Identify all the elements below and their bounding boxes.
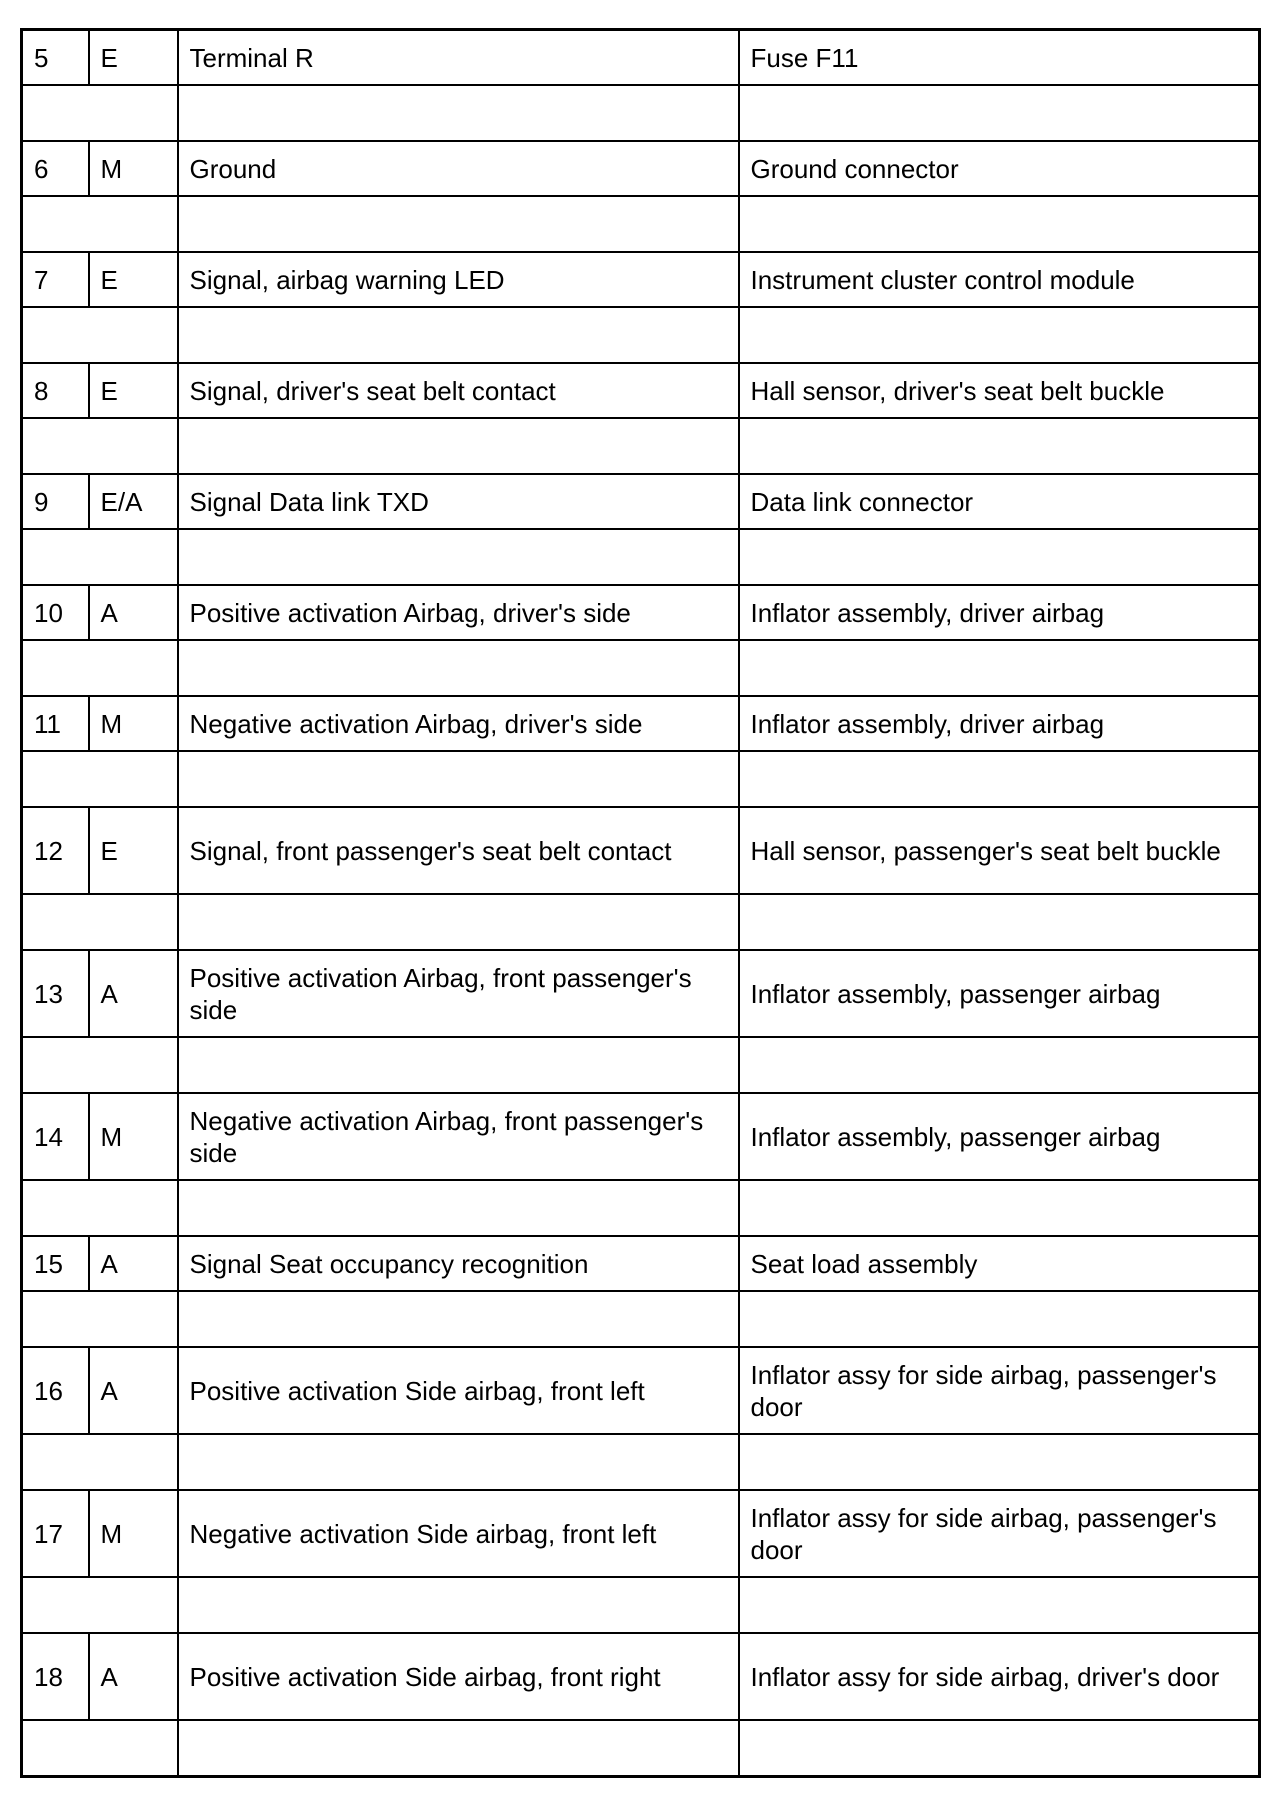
pin-number-cell: 12 [22, 807, 89, 894]
function-cell: Positive activation Airbag, driver's side [178, 585, 739, 640]
signal-type-cell: A [89, 950, 178, 1037]
pin-number-cell: 5 [22, 30, 89, 86]
function-cell: Positive activation Side airbag, front right [178, 1633, 739, 1720]
table-row [22, 1633, 1260, 1720]
spacer-cell [178, 640, 739, 696]
spacer-row [22, 196, 1260, 252]
pin-assignment-table [20, 28, 1261, 1778]
spacer-cell [22, 751, 178, 807]
spacer-cell [178, 1577, 739, 1633]
spacer-cell [178, 1291, 739, 1347]
pin-number-cell: 14 [22, 1093, 89, 1180]
spacer-cell [739, 751, 1260, 807]
spacer-cell [178, 894, 739, 950]
function-cell: Signal Seat occupancy recognition [178, 1236, 739, 1291]
function-cell: Signal Data link TXD [178, 474, 739, 529]
pin-number-cell: 15 [22, 1236, 89, 1291]
spacer-row [22, 1577, 1260, 1633]
component-cell: Fuse F11 [739, 30, 1260, 86]
table-row [22, 1347, 1260, 1434]
table-row [22, 252, 1260, 307]
signal-type-cell: M [89, 1490, 178, 1577]
spacer-cell [739, 894, 1260, 950]
component-cell: Inflator assembly, driver airbag [739, 585, 1260, 640]
spacer-cell [22, 1180, 178, 1236]
spacer-cell [178, 307, 739, 363]
signal-type-cell: A [89, 1236, 178, 1291]
spacer-row [22, 894, 1260, 950]
spacer-cell [739, 196, 1260, 252]
table-row [22, 1236, 1260, 1291]
spacer-cell [22, 418, 178, 474]
spacer-cell [178, 751, 739, 807]
pin-number-cell: 17 [22, 1490, 89, 1577]
spacer-cell [22, 1577, 178, 1633]
spacer-cell [22, 640, 178, 696]
spacer-cell [22, 1037, 178, 1093]
pin-number-cell: 10 [22, 585, 89, 640]
component-cell: Inflator assembly, driver airbag [739, 696, 1260, 751]
table-row [22, 950, 1260, 1037]
table-row [22, 363, 1260, 418]
spacer-row [22, 1434, 1260, 1490]
spacer-row [22, 418, 1260, 474]
signal-type-cell: M [89, 1093, 178, 1180]
pin-number-cell: 9 [22, 474, 89, 529]
function-cell: Positive activation Airbag, front passenger's side [178, 950, 739, 1037]
spacer-cell [178, 1180, 739, 1236]
signal-type-cell: E [89, 363, 178, 418]
spacer-cell [22, 307, 178, 363]
spacer-cell [739, 1291, 1260, 1347]
spacer-cell [739, 1180, 1260, 1236]
signal-type-cell: E [89, 807, 178, 894]
function-cell: Signal, front passenger's seat belt contact [178, 807, 739, 894]
component-cell: Inflator assy for side airbag, passenger's door [739, 1490, 1260, 1577]
spacer-cell [178, 196, 739, 252]
pin-number-cell: 8 [22, 363, 89, 418]
signal-type-cell: E [89, 252, 178, 307]
spacer-cell [739, 418, 1260, 474]
spacer-cell [739, 307, 1260, 363]
spacer-cell [739, 529, 1260, 585]
function-cell: Signal, driver's seat belt contact [178, 363, 739, 418]
function-cell: Negative activation Side airbag, front left [178, 1490, 739, 1577]
component-cell: Inflator assy for side airbag, passenger's door [739, 1347, 1260, 1434]
function-cell: Terminal R [178, 30, 739, 86]
pin-number-cell: 11 [22, 696, 89, 751]
pin-number-cell: 7 [22, 252, 89, 307]
table-row [22, 1093, 1260, 1180]
component-cell: Inflator assembly, passenger airbag [739, 1093, 1260, 1180]
spacer-cell [178, 1434, 739, 1490]
spacer-cell [22, 85, 178, 141]
spacer-cell [739, 1720, 1260, 1777]
signal-type-cell: A [89, 1347, 178, 1434]
function-cell: Negative activation Airbag, driver's side [178, 696, 739, 751]
component-cell: Hall sensor, passenger's seat belt buckle [739, 807, 1260, 894]
spacer-cell [178, 1720, 739, 1777]
spacer-cell [22, 894, 178, 950]
pin-number-cell: 6 [22, 141, 89, 196]
spacer-row [22, 640, 1260, 696]
signal-type-cell: E/A [89, 474, 178, 529]
spacer-cell [178, 85, 739, 141]
signal-type-cell: A [89, 585, 178, 640]
signal-type-cell: E [89, 30, 178, 86]
spacer-cell [22, 1291, 178, 1347]
pin-table-body [22, 30, 1260, 1777]
spacer-cell [739, 640, 1260, 696]
signal-type-cell: M [89, 696, 178, 751]
spacer-row [22, 1291, 1260, 1347]
function-cell: Negative activation Airbag, front passenger's side [178, 1093, 739, 1180]
pin-number-cell: 18 [22, 1633, 89, 1720]
signal-type-cell: A [89, 1633, 178, 1720]
spacer-cell [739, 85, 1260, 141]
spacer-cell [739, 1037, 1260, 1093]
spacer-cell [178, 418, 739, 474]
spacer-row [22, 85, 1260, 141]
spacer-cell [739, 1577, 1260, 1633]
component-cell: Hall sensor, driver's seat belt buckle [739, 363, 1260, 418]
signal-type-cell: M [89, 141, 178, 196]
spacer-cell [22, 529, 178, 585]
table-row [22, 1490, 1260, 1577]
pin-number-cell: 16 [22, 1347, 89, 1434]
spacer-row [22, 529, 1260, 585]
component-cell: Inflator assembly, passenger airbag [739, 950, 1260, 1037]
table-row [22, 807, 1260, 894]
spacer-row [22, 1180, 1260, 1236]
spacer-cell [22, 1434, 178, 1490]
pin-number-cell: 13 [22, 950, 89, 1037]
spacer-row [22, 307, 1260, 363]
table-row [22, 30, 1260, 86]
table-row [22, 696, 1260, 751]
table-row [22, 474, 1260, 529]
spacer-row [22, 1720, 1260, 1777]
function-cell: Ground [178, 141, 739, 196]
component-cell: Data link connector [739, 474, 1260, 529]
table-row [22, 141, 1260, 196]
function-cell: Positive activation Side airbag, front left [178, 1347, 739, 1434]
component-cell: Inflator assy for side airbag, driver's door [739, 1633, 1260, 1720]
spacer-cell [739, 1434, 1260, 1490]
spacer-cell [22, 196, 178, 252]
component-cell: Instrument cluster control module [739, 252, 1260, 307]
component-cell: Seat load assembly [739, 1236, 1260, 1291]
spacer-cell [22, 1720, 178, 1777]
function-cell: Signal, airbag warning LED [178, 252, 739, 307]
component-cell: Ground connector [739, 141, 1260, 196]
spacer-row [22, 751, 1260, 807]
spacer-cell [178, 529, 739, 585]
spacer-row [22, 1037, 1260, 1093]
spacer-cell [178, 1037, 739, 1093]
table-row [22, 585, 1260, 640]
